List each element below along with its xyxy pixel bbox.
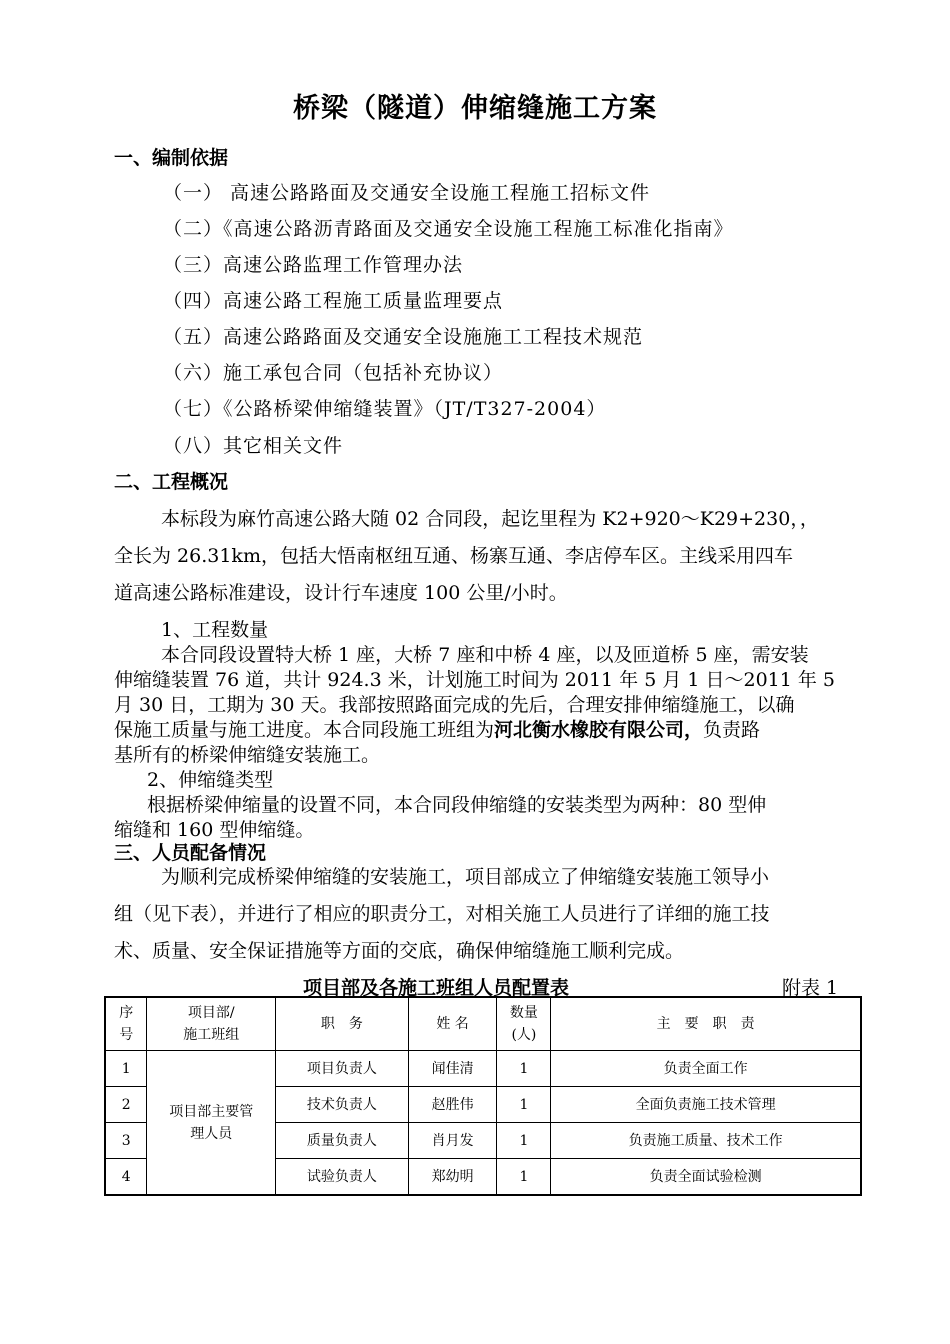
basis-item-5: （五）高速公路路面及交通安全设施施工工程技术规范 [163, 326, 644, 348]
staff-table [104, 996, 862, 1196]
subheading-quantity: 1、工程数量 [161, 619, 269, 641]
cell-duty: 负责全面试验检测 [551, 1159, 861, 1196]
table-note: 附表 1 [782, 977, 839, 999]
cell-role: 技术负责人 [276, 1087, 409, 1123]
cell-role: 项目负责人 [276, 1051, 409, 1087]
cell-name: 肖月发 [408, 1123, 497, 1159]
overview-line-3: 道高速公路标准建设，设计行车速度 100 公里/小时。 [114, 582, 568, 604]
quantity-line-4-tail: 负责路 [703, 719, 761, 741]
table-header-row [105, 997, 861, 1051]
quantity-line-5: 基所有的桥梁伸缩缝安装施工。 [114, 744, 381, 766]
quantity-line-3: 月 30 日，工期为 30 天。我部按照路面完成的先后，合理安排伸缩缝施工，以确 [114, 694, 795, 716]
staffing-line-3: 术、质量、安全保证措施等方面的交底，确保伸缩缝施工顺利完成。 [114, 940, 685, 962]
cell-role: 质量负责人 [276, 1123, 409, 1159]
cell-count: 1 [497, 1087, 551, 1123]
quantity-line-1: 本合同段设置特大桥 1 座，大桥 7 座和中桥 4 座，以及匝道桥 5 座，需安装 [161, 644, 809, 666]
basis-item-1: （一） 高速公路路面及交通安全设施工程施工招标文件 [163, 182, 651, 204]
table-title: 项目部及各施工班组人员配置表 [303, 977, 570, 999]
basis-item-2: （二）《高速公路沥青路面及交通安全设施工程施工标准化指南》 [163, 218, 734, 240]
cell-seq: 1 [105, 1051, 147, 1087]
header-name: 姓 名 [408, 997, 497, 1051]
subheading-joint-type: 2、伸缩缝类型 [147, 769, 274, 791]
quantity-line-2: 伸缩缝装置 76 道，共计 924.3 米，计划施工时间为 2011 年 5 月 1 日～2011 年 5 [114, 669, 836, 691]
header-role: 职 务 [276, 997, 409, 1051]
quantity-line-4-text: 保施工质量与施工进度。本合同段施工班组为 [114, 719, 495, 741]
section-heading-staffing: 三、人员配备情况 [114, 842, 267, 864]
company-name: 河北衡水橡胶有限公司， [494, 719, 704, 741]
cell-count: 1 [497, 1159, 551, 1196]
basis-item-3: （三）高速公路监理工作管理办法 [163, 254, 464, 276]
overview-line-2: 全长为 26.31km，包括大悟南枢纽互通、杨寨互通、李店停车区。主线采用四车 [114, 545, 793, 567]
cell-group: 项目部主要管 理人员 [147, 1051, 276, 1196]
quantity-line-4 [114, 715, 864, 742]
document-title: 桥梁（隧道）伸缩缝施工方案 [293, 93, 657, 124]
header-dept: 项目部/ 施工班组 [147, 997, 276, 1051]
joint-type-line-1: 根据桥梁伸缩量的设置不同，本合同段伸缩缝的安装类型为两种：80 型伸 [147, 794, 767, 816]
cell-seq: 4 [105, 1159, 147, 1196]
staffing-line-2: 组（见下表），并进行了相应的职责分工，对相关施工人员进行了详细的施工技 [114, 903, 770, 925]
header-duty: 主 要 职 责 [551, 997, 861, 1051]
joint-type-line-2: 缩缝和 160 型伸缩缝。 [114, 819, 315, 841]
section-heading-overview: 二、工程概况 [114, 471, 229, 493]
header-count: 数量 (人) [497, 997, 551, 1051]
cell-count: 1 [497, 1051, 551, 1087]
cell-name: 郑幼明 [408, 1159, 497, 1196]
basis-item-7: （七）《公路桥梁伸缩缝装置》（JT/T327-2004） [163, 398, 607, 420]
basis-item-8: （八）其它相关文件 [163, 435, 344, 457]
overview-line-1: 本标段为麻竹高速公路大随 02 合同段，起讫里程为 K2+920～K29+230，， [161, 508, 819, 530]
cell-seq: 3 [105, 1123, 147, 1159]
cell-duty: 全面负责施工技术管理 [551, 1087, 861, 1123]
cell-role: 试验负责人 [276, 1159, 409, 1196]
cell-seq: 2 [105, 1087, 147, 1123]
cell-name: 闻佳清 [408, 1051, 497, 1087]
basis-item-6: （六）施工承包合同（包括补充协议） [163, 362, 504, 384]
cell-duty: 负责施工质量、技术工作 [551, 1123, 861, 1159]
table-row [105, 1051, 861, 1087]
cell-count: 1 [497, 1123, 551, 1159]
basis-item-4: （四）高速公路工程施工质量监理要点 [163, 290, 504, 312]
header-seq: 序 号 [105, 997, 147, 1051]
cell-name: 赵胜伟 [408, 1087, 497, 1123]
section-heading-basis: 一、编制依据 [114, 147, 229, 169]
cell-duty: 负责全面工作 [551, 1051, 861, 1087]
staffing-line-1: 为顺利完成桥梁伸缩缝的安装施工，项目部成立了伸缩缝安装施工领导小 [161, 866, 770, 888]
